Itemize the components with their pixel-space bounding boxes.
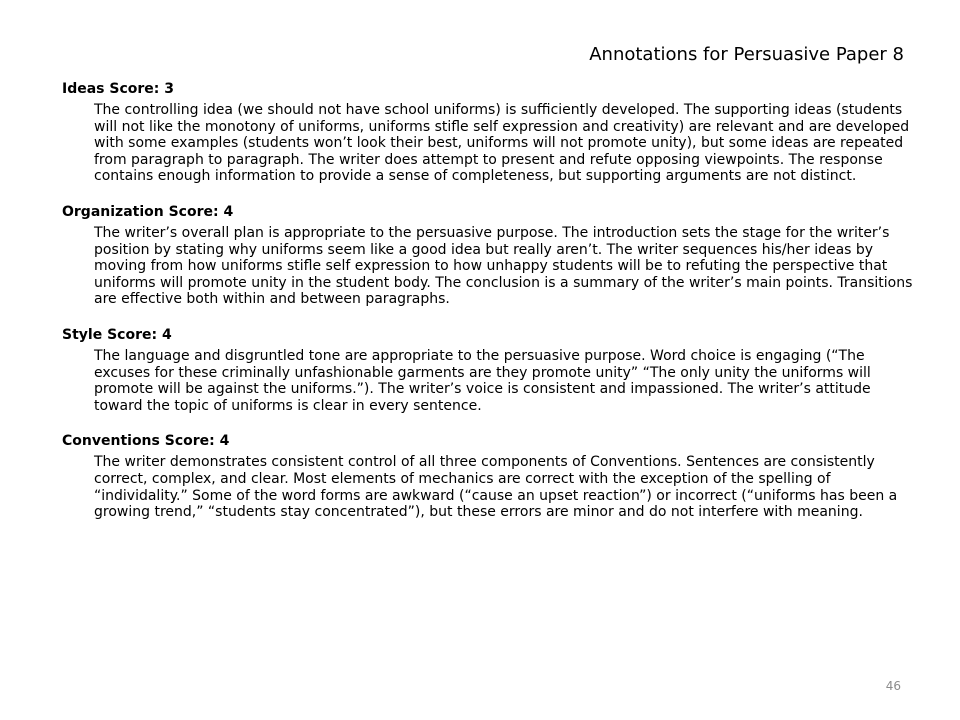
style-score-heading: Style Score: 4 — [62, 326, 172, 343]
ideas-annotation-text: The controlling idea (we should not have school uniforms) is sufficiently developed. The supporting ideas (students will not like the monotony of uniforms, uniforms stifle self expression and creativity) are relevant and are developed with some examples (students won’t look their best, uniforms will not promote unity), but some ideas are repeated from paragraph to paragraph. The writer does attempt to present and refute opposing viewpoints. The response contains enough information to provide a sense of completeness, but supporting arguments are not distinct. — [94, 102, 910, 185]
annotations-body — [62, 80, 918, 539]
ideas-score-heading: Ideas Score: 3 — [62, 81, 174, 97]
organization-annotation-text: The writer’s overall plan is appropriate to the persuasive purpose. The introduction sets the stage for the writer’s position by stating why uniforms seem like a good idea but really aren’t. The writer sequences his/her ideas by moving from how uniforms stifle self expression to how unhappy students will be to refuting the perspective that uniforms will promote unity in the student body. The conclusion is a summary of the writer’s main points. Transitions are effective both within and between paragraphs. — [94, 224, 913, 308]
conventions-score-heading: Conventions Score: 4 — [62, 433, 230, 450]
style-annotation-text: The language and disgruntled tone are appropriate to the persuasive purpose. Word choice is engaging (“The excuses for these criminally unfashionable garments are they promote unity” “The only unity the uniforms will promote will be against the uniforms.”). The writer’s voice is consistent and impassioned. The writer’s attitude toward the topic of uniforms is clear in every sentence. — [94, 347, 871, 414]
page-number: 46 — [885, 679, 901, 693]
organization-score-heading: Organization Score: 4 — [62, 203, 234, 220]
conventions-annotation-text: The writer demonstrates consistent control of all three components of Conventions. Sentences are consistently correct, complex, and clear. Most elements of mechanics are correct with the exception of the spelling of “individality.” Some of the word forms are awkward (“cause an upset reaction”) or incorrect (“uniforms has been a growing trend,” “students stay concentrated”), but these errors are minor and do not interfere with meaning. — [94, 454, 898, 521]
organization-section — [62, 203, 918, 308]
ideas-section — [62, 80, 918, 185]
style-section — [62, 326, 918, 414]
page-title: Annotations for Persuasive Paper 8 — [589, 44, 904, 65]
conventions-section — [62, 432, 918, 520]
